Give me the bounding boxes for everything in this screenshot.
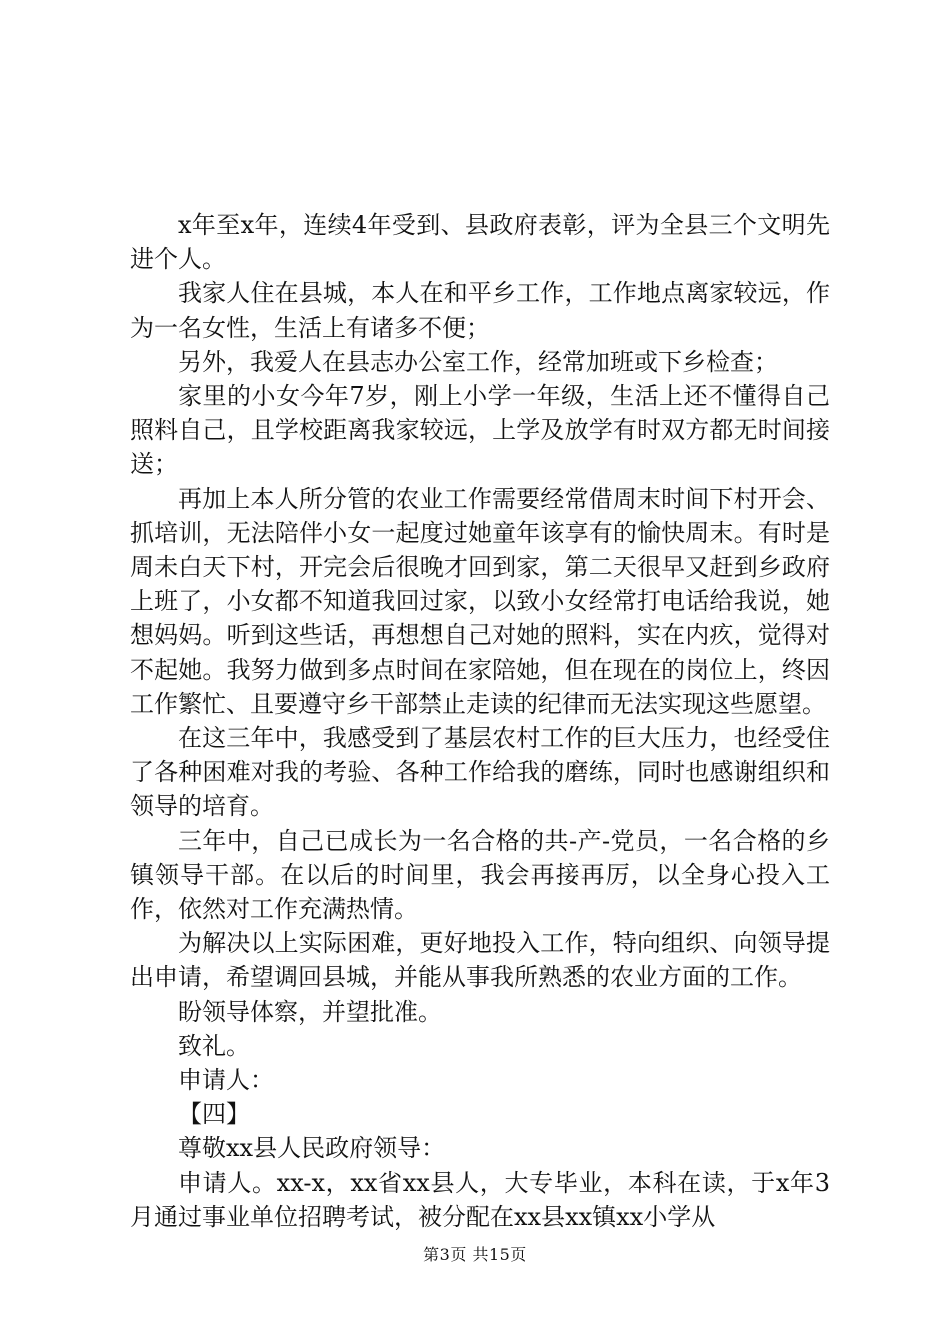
paragraph: 家里的小女今年7岁，刚上小学一年级，生活上还不懂得自己照料自己，且学校距离我家较远，上学及放学有时双方都无时间接送； bbox=[130, 382, 830, 479]
paragraph: 三年中，自己已成长为一名合格的共-产-党员，一名合格的乡镇领导干部。在以后的时间里，我会再接再厉，以全身心投入工作，依然对工作充满热情。 bbox=[130, 826, 830, 924]
applicant-label: 申请人： bbox=[178, 1066, 274, 1095]
paragraph: 为解决以上实际困难，更好地投入工作，特向组织、向领导提出申请，希望调回县城，并能从事我所熟悉的农业方面的工作。 bbox=[130, 929, 830, 992]
closing-salutation: 致礼。 bbox=[178, 1031, 250, 1060]
document-body bbox=[130, 208, 830, 1234]
paragraph: 申请人。xx-x，xx省xx县人，大专毕业，本科在读，于x年3月通过事业单位招聘考试，被分配在xx县xx镇xx小学从 bbox=[130, 1168, 830, 1231]
paragraph: 我家人住在县城，本人在和平乡工作，工作地点离家较远，作为一名女性，生活上有诸多不便； bbox=[130, 279, 830, 342]
paragraph: 在这三年中，我感受到了基层农村工作的巨大压力，也经受住了各种困难对我的考验、各种工作给我的磨练，同时也感谢组织和领导的培育。 bbox=[130, 724, 830, 821]
section-heading: 【四】 bbox=[178, 1100, 250, 1129]
paragraph: 另外，我爱人在县志办公室工作，经常加班或下乡检查； bbox=[178, 347, 778, 376]
salutation: 尊敬xx县人民政府领导： bbox=[178, 1134, 446, 1163]
paragraph: x年至x年，连续4年受到、县政府表彰，评为全县三个文明先进个人。 bbox=[130, 211, 830, 274]
page-number-footer: 第3页 共15页 bbox=[423, 1245, 527, 1264]
paragraph: 再加上本人所分管的农业工作需要经常借周末时间下村开会、抓培训，无法陪伴小女一起度过她童年该享有的愉快周末。有时是周未白天下村，开完会后很晚才回到家，第二天很早又赶到乡政府上班了，小女都不知道我回过家，以致小女经常打电话给我说，她想妈妈。听到这些话，再想想自己对她的照料，实在内疚，觉得对不起她。我努力做到多点时间在家陪她，但在现在的岗位上，终因工作繁忙、且要遵守乡干部禁止走读的纪律而无法实现这些愿望。 bbox=[130, 484, 830, 718]
paragraph: 盼领导体察，并望批准。 bbox=[178, 997, 442, 1026]
